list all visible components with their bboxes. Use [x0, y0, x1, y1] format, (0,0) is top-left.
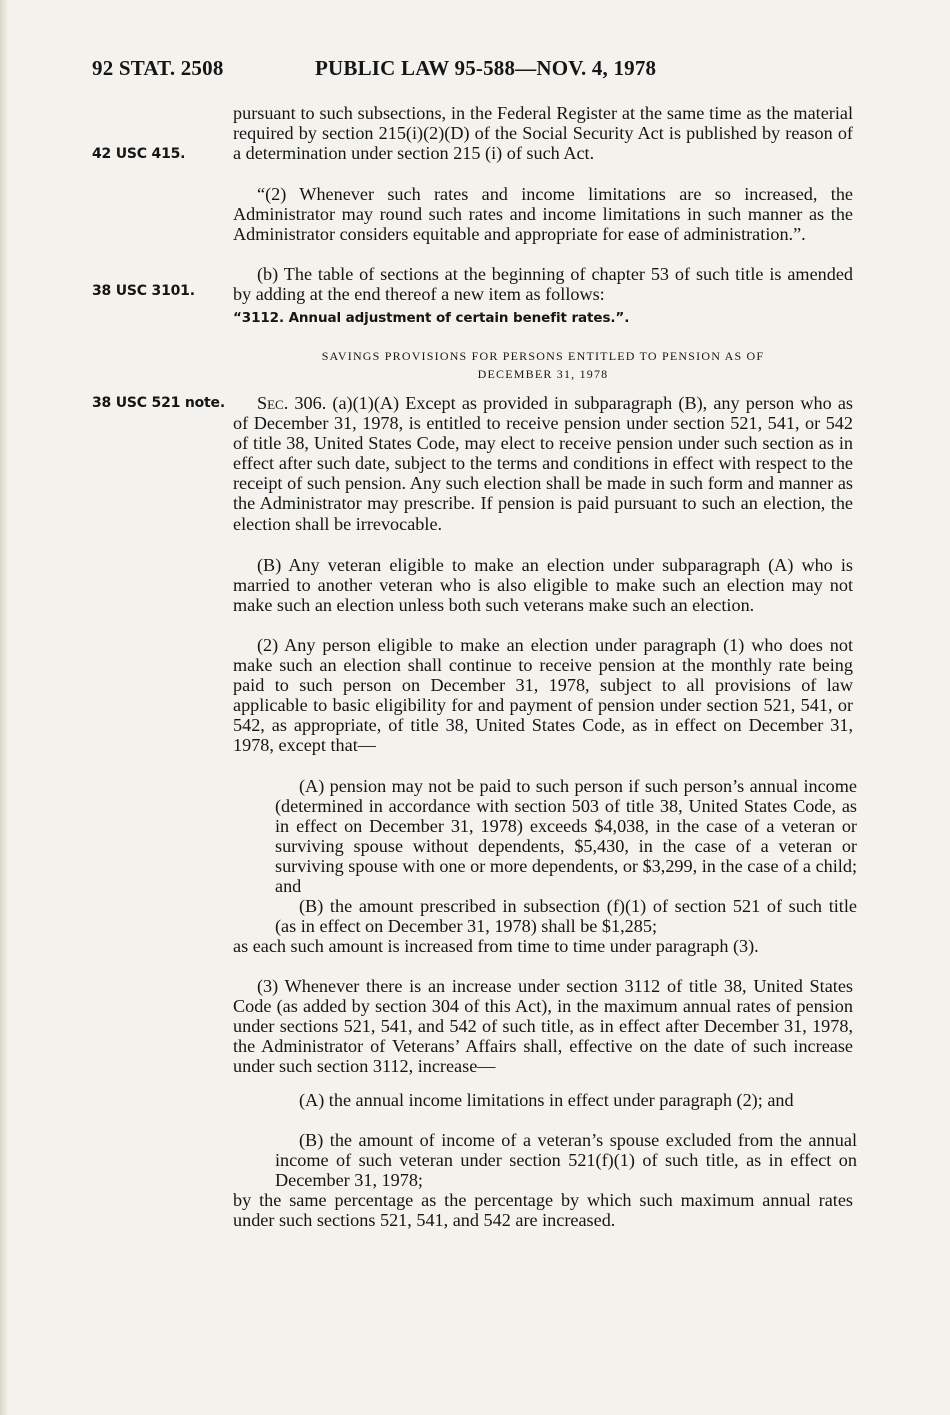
margin-note-38-usc-3101: 38 USC 3101.: [92, 283, 195, 299]
paragraph-sec-306-a-1-b: (B) Any veteran eligible to make an election under subparagraph (A) who is married to another veteran who is also eligible to make such an election may not make such an election unless both such veterans make such an election.: [233, 555, 853, 616]
paragraph-increase-b: (B) the amount of income of a veteran’s spouse excluded from the annual income of such veteran under section 521(f)(1) of such title, as in effect on December 31, 1978;: [275, 1130, 857, 1191]
margin-note-38-usc-521-note: 38 USC 521 note.: [92, 395, 225, 411]
section-heading: [233, 347, 853, 383]
paragraph-sec-306-a-3: (3) Whenever there is an increase under section 3112 of title 38, United States Code (as added by section 304 of this Act), in the maximum annual rates of pension under sections 521, 541, and 542 of such title, as in effect after December 31, 1978, the Administrator of Veterans’ Affairs shall, effective on the date of such increase under such section 3112, increase—: [233, 976, 853, 1077]
page-binding-shadow: [0, 0, 8, 1415]
paragraph-table-of-sections: (b) The table of sections at the beginning of chapter 53 of such title is amended by adding at the end thereof a new item as follows:: [233, 264, 853, 305]
paragraph-sec-306-a-2: (2) Any person eligible to make an election under paragraph (1) who does not make such an election shall continue to receive pension at the monthly rate being paid to such person on December 31, 1978, subject to all provisions of law applicable to basic eligibility for and payment of pension under section 521, 541, or 542, as appropriate, of title 38, United States Code, as in effect on December 31, 1978, except that—: [233, 635, 853, 756]
margin-note-42-usc-415: 42 USC 415.: [92, 146, 186, 162]
paragraph-increase-a: (A) the annual income limitations in effect under paragraph (2); and: [299, 1090, 794, 1110]
page-header: [92, 56, 862, 84]
table-of-sections-item: “3112. Annual adjustment of certain benefit rates.”.: [233, 310, 630, 326]
paragraph-federal-register: pursuant to such subsections, in the Federal Register at the same time as the material required by section 215(i)(2)(D) of the Social Security Act is published by reason of a determination under section 215 (i) of such Act.: [233, 103, 853, 164]
section-heading-line-1: SAVINGS PROVISIONS FOR PERSONS ENTITLED TO PENSION AS OF: [321, 349, 765, 363]
paragraph-income-limit-a: (A) pension may not be paid to such person if such person’s annual income (determined in accordance with section 503 of title 38, United States Code, as in effect on December 31, 1978) exceeds $4,038, in the case of a veteran or surviving spouse without dependents, $5,430, in the case of a veteran or surviving spouse with one or more dependents, or $3,299, in the case of a child; and: [275, 776, 857, 897]
paragraph-increase-clause: as each such amount is increased from time to time under paragraph (3).: [233, 936, 759, 956]
law-title: PUBLIC LAW 95-588—NOV. 4, 1978: [315, 56, 657, 80]
section-number-label: Sec. 306.: [257, 393, 327, 413]
stat-reference: 92 STAT. 2508: [92, 56, 224, 80]
paragraph-final-clause: by the same percentage as the percentage by which such maximum annual rates under such sections 521, 541, and 542 are increased.: [233, 1190, 853, 1231]
paragraph-sec-306-a-1-a-text: (a)(1)(A) Except as provided in subparagraph (B), any person who as of December 31, 1978, is entitled to receive pension under section 521, 541, or 542 of title 38, United States Code, may elect to receive pension under such section as in effect after such date, subject to the terms and conditions in effect with respect to the receipt of such pension. Any such election shall be made in such form and manner as the Administrator may prescribe. If pension is paid pursuant to such an election, the election shall be irrevocable.: [233, 393, 853, 534]
paragraph-sec-306-a-1-a: [233, 393, 853, 534]
paragraph-income-limit-b: (B) the amount prescribed in subsection (f)(1) of section 521 of such title (as in effect on December 31, 1978) shall be $1,285;: [275, 896, 857, 937]
section-heading-line-2: DECEMBER 31, 1978: [477, 367, 609, 381]
paragraph-rounding: “(2) Whenever such rates and income limitations are so increased, the Administrator may round such rates and income limitations in such manner as the Administrator considers equitable and appropriate for ease of administration.”.: [233, 184, 853, 245]
